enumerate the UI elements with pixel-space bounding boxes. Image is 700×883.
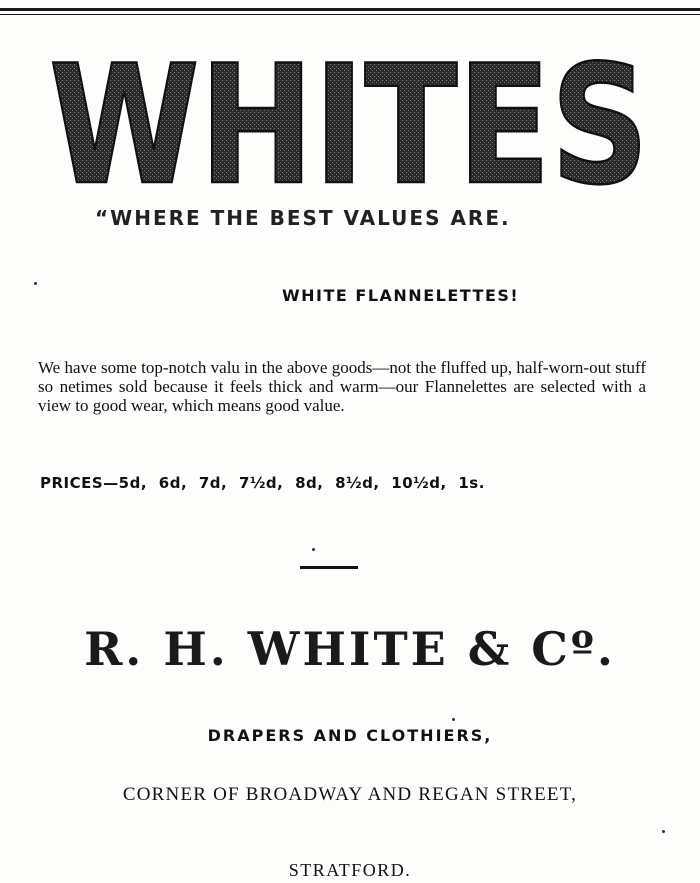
body-paragraph: We have some top-notch valu in the above goods—not the fluffed up, half-worn-out stuff so netimes sold because it feels thick and warm—our Flannelettes are selected with a view to good wear, which means good value.: [38, 358, 646, 415]
divider-rule: [300, 566, 358, 569]
top-rule: [0, 8, 700, 15]
print-speck: [452, 718, 455, 721]
headline-logo: [38, 48, 660, 188]
slogan: “WHERE THE BEST VALUES ARE.: [95, 206, 511, 230]
print-speck: [312, 548, 315, 551]
town-name: STRATFORD.: [288, 860, 412, 880]
firm-name: R. H. WHITE & Cº.: [84, 622, 616, 676]
headline-block-letters: [38, 48, 660, 188]
trade-description: DRAPERS AND CLOTHIERS,: [207, 726, 493, 745]
print-speck: [34, 282, 37, 285]
address-line: CORNER OF BROADWAY AND REGAN STREET,: [122, 784, 578, 805]
subhead: WHITE FLANNELETTES!: [282, 286, 520, 305]
headline-text: WHITES: [49, 48, 649, 188]
price-list: PRICES—5d, 6d, 7d, 7½d, 8d, 8½d, 10½d, 1s.: [40, 474, 485, 492]
print-speck: [662, 830, 665, 833]
